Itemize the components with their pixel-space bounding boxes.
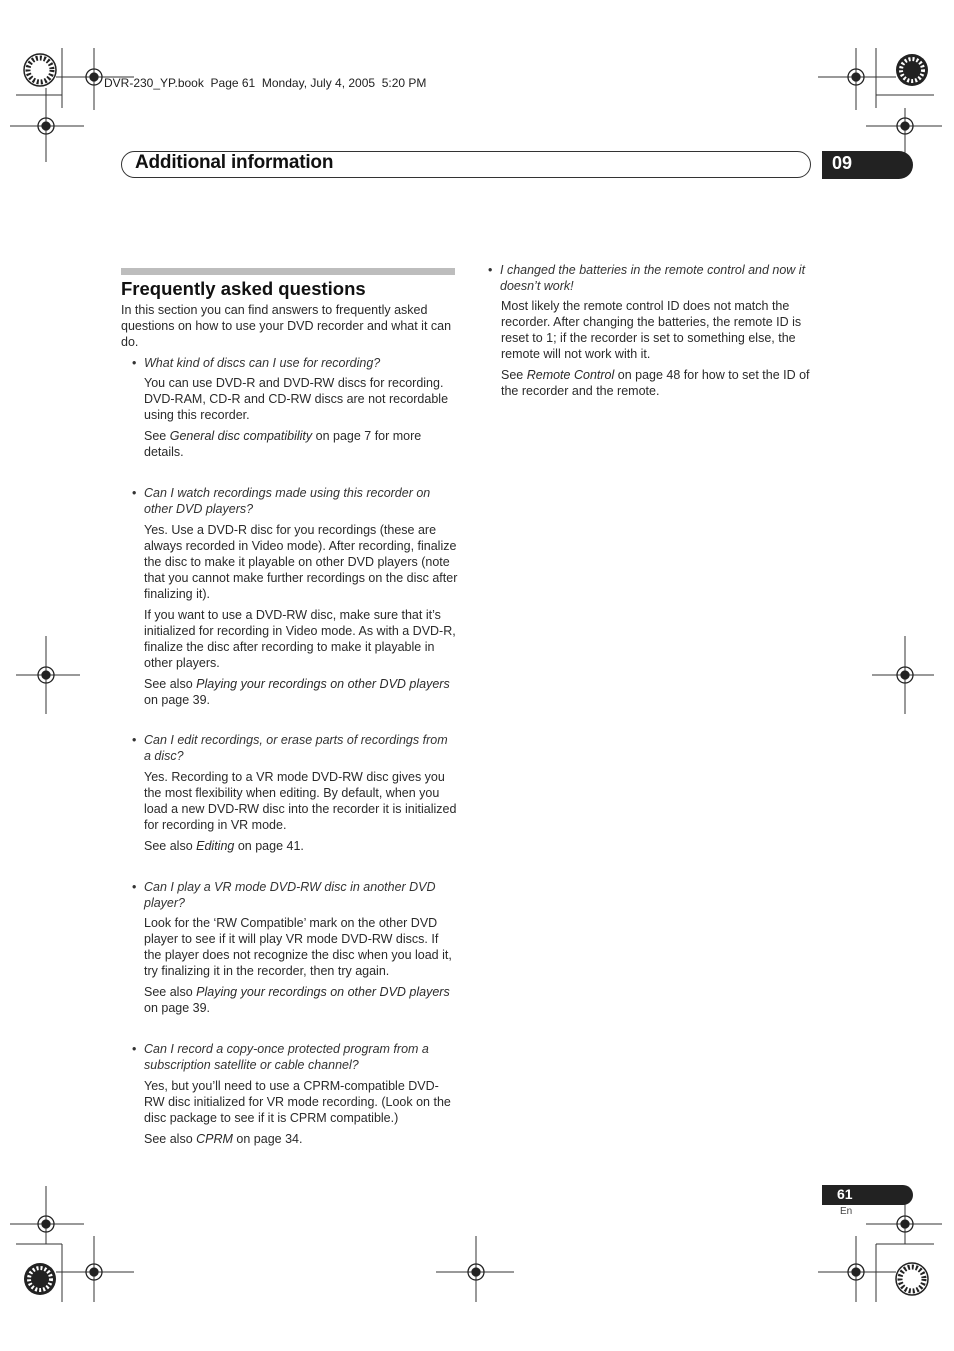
faq-question: • I changed the batteries in the remote control and now it doesn’t work!	[488, 263, 806, 293]
bullet-icon: •	[132, 733, 137, 747]
answer-paragraph: You can use DVD-R and DVD-RW discs for recording. DVD-RAM, CD-R and CD-RW discs are not recordable using this recorder.	[144, 376, 449, 422]
faq-question: • Can I record a copy-once protected program from a subscription satellite or cable channel?	[132, 1042, 429, 1072]
bullet-icon: •	[132, 880, 137, 894]
faq-answer	[501, 298, 813, 399]
faq-answer	[144, 522, 458, 708]
faq-answer	[144, 1078, 458, 1147]
chapter-tab: 09	[822, 151, 913, 179]
faq-answer	[144, 769, 458, 854]
section-title: Frequently asked questions	[121, 278, 366, 299]
bullet-icon: •	[132, 356, 137, 370]
book-info-line: DVR-230_YP.book Page 61 Monday, July 4, 2005 5:20 PM	[104, 76, 427, 90]
language-code: En	[840, 1206, 853, 1217]
bullet-icon: •	[132, 486, 137, 500]
faq-answer	[144, 375, 458, 460]
section-intro: In this section you can find answers to frequently asked questions on how to use your DVD recorder and what it can do.	[121, 303, 452, 349]
answer-reference: See also Playing your recordings on other DVD players on page 39.	[144, 985, 450, 1015]
answer-reference: See also Editing on page 41.	[144, 839, 304, 853]
faq-answer	[144, 915, 458, 1016]
answer-paragraph: Yes, but you’ll need to use a CPRM-compatible DVD-RW disc initialized for VR mode recording. (Look on the disc package to see if it is CPRM compatible.)	[144, 1079, 451, 1125]
bullet-icon: •	[132, 1042, 137, 1056]
section-rule	[121, 268, 455, 275]
faq-question: • What kind of discs can I use for recording?	[132, 356, 381, 370]
answer-paragraph: Look for the ‘RW Compatible’ mark on the other DVD player to see if it will play VR mode DVD-RW discs. If the player does not recognize the disc when you load it, try finalizing it in the recorder, then try again.	[144, 916, 452, 978]
page-number: 61	[822, 1185, 913, 1205]
answer-reference: See also Playing your recordings on other DVD players on page 39.	[144, 677, 450, 707]
faq-question: • Can I play a VR mode DVD-RW disc in another DVD player?	[132, 880, 436, 910]
answer-paragraph: If you want to use a DVD-RW disc, make sure that it’s initialized for recording in Video mode. As with a DVD-R, finalize the disc after recording to make it playable in other players.	[144, 608, 456, 670]
bullet-icon: •	[488, 263, 493, 277]
answer-paragraph: Yes. Use a DVD-R disc for you recordings (these are always recorded in Video mode). After recording, finalize the disc to make it playable on other DVD players (note that you cannot make further recordings on the disc after finalizing it).	[144, 523, 458, 601]
answer-reference: See also CPRM on page 34.	[144, 1132, 303, 1146]
answer-reference: See Remote Control on page 48 for how to set the ID of the recorder and the remote.	[501, 368, 810, 398]
answer-paragraph: Most likely the remote control ID does not match the recorder. After changing the batteries, the remote ID is reset to 1; if the recorder is set to something else, the remote will not work with it.	[501, 299, 802, 361]
faq-question: • Can I edit recordings, or erase parts of recordings from a disc?	[132, 733, 448, 763]
faq-question: • Can I watch recordings made using this recorder on other DVD players?	[132, 486, 431, 516]
header-title: Additional information	[135, 152, 334, 173]
answer-paragraph: Yes. Recording to a VR mode DVD-RW disc gives you the most flexibility when editing. By default, when you load a new DVD-RW disc into the recorder it is initialized for recording in VR mode.	[144, 770, 457, 832]
answer-reference: See General disc compatibility on page 7 for more details.	[144, 429, 422, 459]
